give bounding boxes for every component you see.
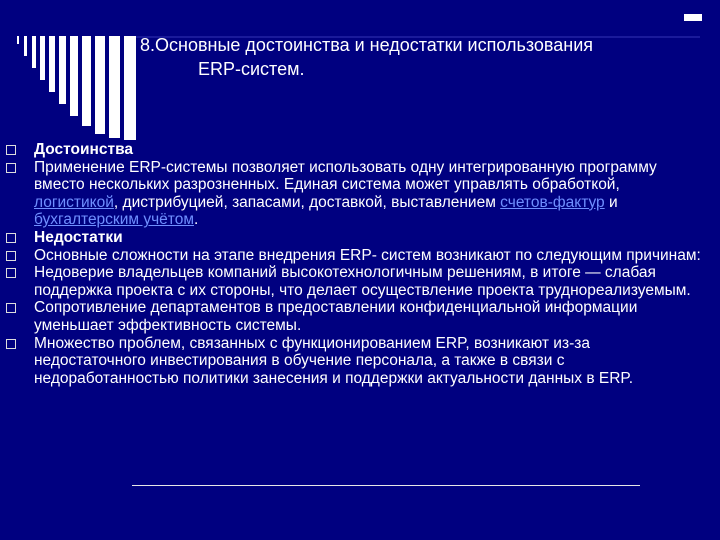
square-bullet-icon: [6, 251, 16, 261]
bullet-list: [6, 141, 706, 387]
list-item: [6, 335, 706, 388]
square-bullet-icon: [6, 268, 16, 278]
slide-title-line1: 8.Основные достоинства и недостатки использования: [140, 35, 594, 55]
list-item-text: Основные сложности на этапе внедрения ERP- систем возникают по следующим причинам:: [34, 246, 701, 264]
list-item-text: Сопротивление департаментов в предоставлении конфиденциальной информации уменьшает эффективность системы.: [34, 299, 638, 334]
square-bullet-icon: [6, 145, 16, 155]
slide-title: [140, 33, 700, 81]
square-bullet-icon: [6, 339, 16, 349]
list-item: [6, 159, 706, 229]
link-logistics[interactable]: логистикой: [34, 193, 114, 211]
text-segment: и: [604, 193, 618, 211]
link-accounting[interactable]: бухгалтерским учётом: [34, 211, 194, 229]
list-item-text: Множество проблем, связанных с функционированием ERP, возникают из-за недостаточного инвестирования в обучение персонала, а также в связи с недоработанностью политики занесения и поддержки актуальности данных в ERP.: [34, 334, 634, 387]
text-segment: , дистрибуцией, запасами, доставкой, выставлением: [113, 193, 501, 211]
link-invoices[interactable]: счетов-фактур: [500, 193, 605, 211]
text-segment: Применение ERP-системы позволяет использовать одну интегрированную программу вместо нескольких разрозненных. Единая система может управлять обработкой,: [34, 158, 657, 194]
square-bullet-icon: [6, 163, 16, 173]
divider: [132, 485, 640, 486]
section-heading-advantages: Достоинства: [34, 141, 134, 158]
slide-title-line2: ERP-систем.: [198, 59, 305, 79]
text-segment: .: [193, 211, 199, 229]
square-bullet-icon: [6, 233, 16, 243]
list-item-text: Недоверие владельцев компаний высокотехнологичным решениям, в итоге — слабая поддержка проекта с их стороны, что делает осуществление проекта труднореализуемым.: [34, 264, 691, 299]
section-heading-disadvantages: Недостатки: [34, 228, 123, 246]
square-bullet-icon: [6, 303, 16, 313]
list-item-text: [34, 159, 657, 229]
list-item: [6, 299, 706, 334]
list-item: [6, 141, 706, 159]
list-item: [6, 229, 706, 247]
list-item: [6, 247, 706, 265]
list-item: [6, 264, 706, 299]
